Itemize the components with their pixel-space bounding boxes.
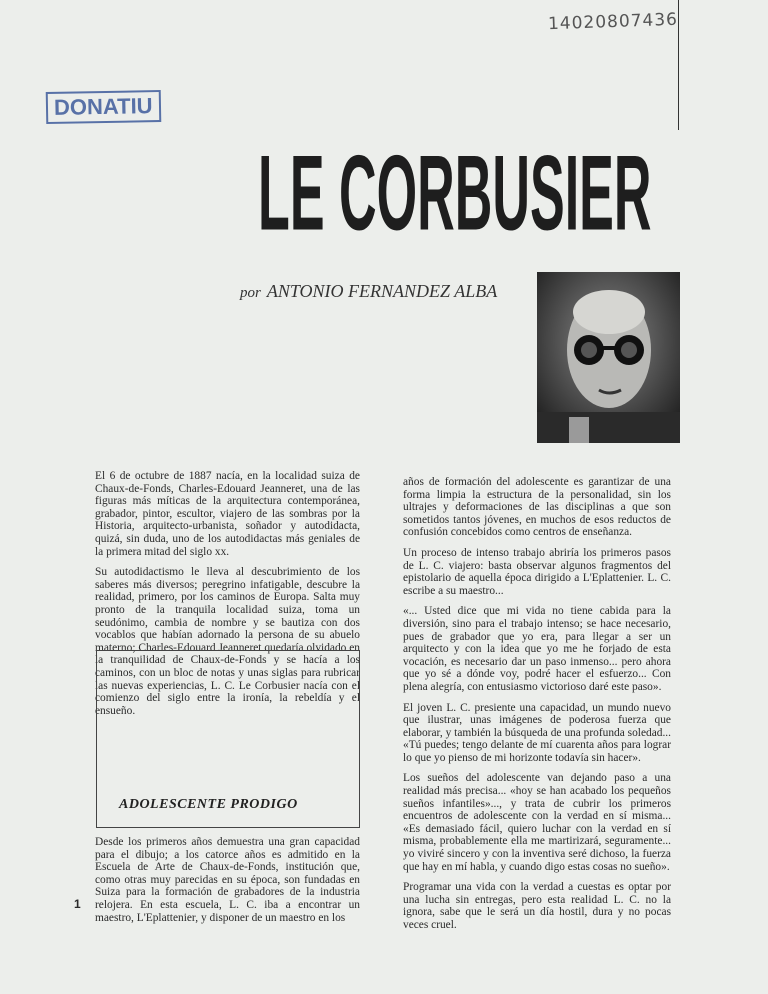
author-name: ANTONIO FERNANDEZ ALBA bbox=[266, 281, 498, 301]
byline-prefix: por bbox=[240, 285, 261, 301]
paragraph: El 6 de octubre de 1887 nacía, en la localidad suiza de Chaux-de-Fonds, Charles-Edouard Jeanneret, una de las figuras más míticas de la arquitectura contemporánea, grabador, pintor, escultor, viajero de las sombras por la Historia, arquitecto-urbanista, soñador y autodidacta, quizá, sin duda, uno de los autodidactas más geniales de la primera mitad del siglo xx. bbox=[95, 470, 360, 558]
byline bbox=[240, 281, 497, 302]
donatiu-stamp: DONATIU bbox=[46, 90, 161, 124]
portrait-photo bbox=[537, 272, 680, 443]
paragraph: El joven L. C. presiente una capacidad, un mundo nuevo que ilustrar, unas imágenes de poderosa fuerza que elaborar, y también la búsqueda de una profunda soledad... «Tú puedes; tengo delante de mí cuarenta años para lograr lo que yo pienso de mi horizonte todavía sin hacer». bbox=[403, 701, 671, 764]
quote-paragraph: «... Usted dice que mi vida no tiene cabida para la diversión, sino para el trabajo intenso; se hace necesario, pues de grabador que yo era, para llegar a ser un arquitecto y con la idea que yo me he forjado de esta vocación, es necesario dar un paso inmenso... pero ahora que yo sé a dónde voy, podré hacer el esfuerzo... Con plena alegría, con entusiasmo victorioso daré este paso». bbox=[403, 605, 671, 693]
paragraph: Su autodidactismo le lleva al descubrimiento de los saberes más diversos; peregrino infatigable, descubre la realidad, primero, por los caminos de Europa. Salta muy pronto de la tranquila localidad suiza, toma un seudónimo, cambia de nombre y se bautiza con dos vocablos que habían adornado la persona de su abuelo materno; Charles-Edouard Jeanneret quedaría olvidado en la tranquilidad de Chaux-de-Fonds y se hacía a los caminos, con un bloc de notas y unas siglas para rubricar las nuevas experiencias, L. C. Le Corbusier nacía con el comienzo del siglo entre la ironía, la rebeldía y el ensueño. bbox=[95, 566, 360, 717]
margin-line bbox=[678, 0, 679, 130]
right-column bbox=[403, 476, 671, 940]
paragraph: Los sueños del adolescente van dejando paso a una realidad más precisa... «hoy se han acabado los pequeños sueños infantiles»..., y trata de cubrir los primeros encuentros de adolescente con la verdad en sí misma... «Es demasiado fácil, quiero luchar con la verdad en sí misma, probablemente ella me martirizará, seguramente... yo viviré sincero y con la inventiva seré dichoso, la fuerza que hay en mí habla, y cuando digo estas cosas no sueño». bbox=[403, 772, 671, 873]
paragraph: Programar una vida con la verdad a cuestas es optar por una lucha sin entregas, pero esta realidad L. C. no la ignora, sabe que le será un día hostil, dura y no pocas veces cruel. bbox=[403, 881, 671, 931]
section-heading: ADOLESCENTE PRODIGO bbox=[119, 797, 298, 812]
paragraph: Un proceso de intenso trabajo abriría los primeros pasos de L. C. viajero: basta observar algunos fragmentos del epistolario de aquella época dirigido a L'Eplattenier. L. C. escribe a su maestro... bbox=[403, 546, 671, 597]
handwritten-catalog-number: 14020807436 bbox=[547, 9, 679, 35]
article-title: LE CORBUSIER bbox=[258, 133, 652, 253]
left-column-section bbox=[95, 836, 360, 932]
page-number: 1 bbox=[74, 897, 81, 911]
paragraph: Desde los primeros años demuestra una gran capacidad para el dibujo; a los catorce años es admitido en la Escuela de Arte de Chaux-de-Fonds, institución que, como otras muy parecidas en su época, son fundadas en Suiza para la formación de grabadores de la industria relojera. En esta escuela, L. C. iba a encontrar un maestro, L'Eplattenier, y disponer de un maestro en los bbox=[95, 836, 360, 924]
section-heading-box bbox=[96, 650, 360, 828]
paragraph: años de formación del adolescente es garantizar de una forma limpia la estructura de la personalidad, sin los ultrajes y deformaciones de las disciplinas a que son sometidos tantos jóvenes, en muchos de esos reductos de confusión concebidos como centros de enseñanza. bbox=[403, 476, 671, 539]
